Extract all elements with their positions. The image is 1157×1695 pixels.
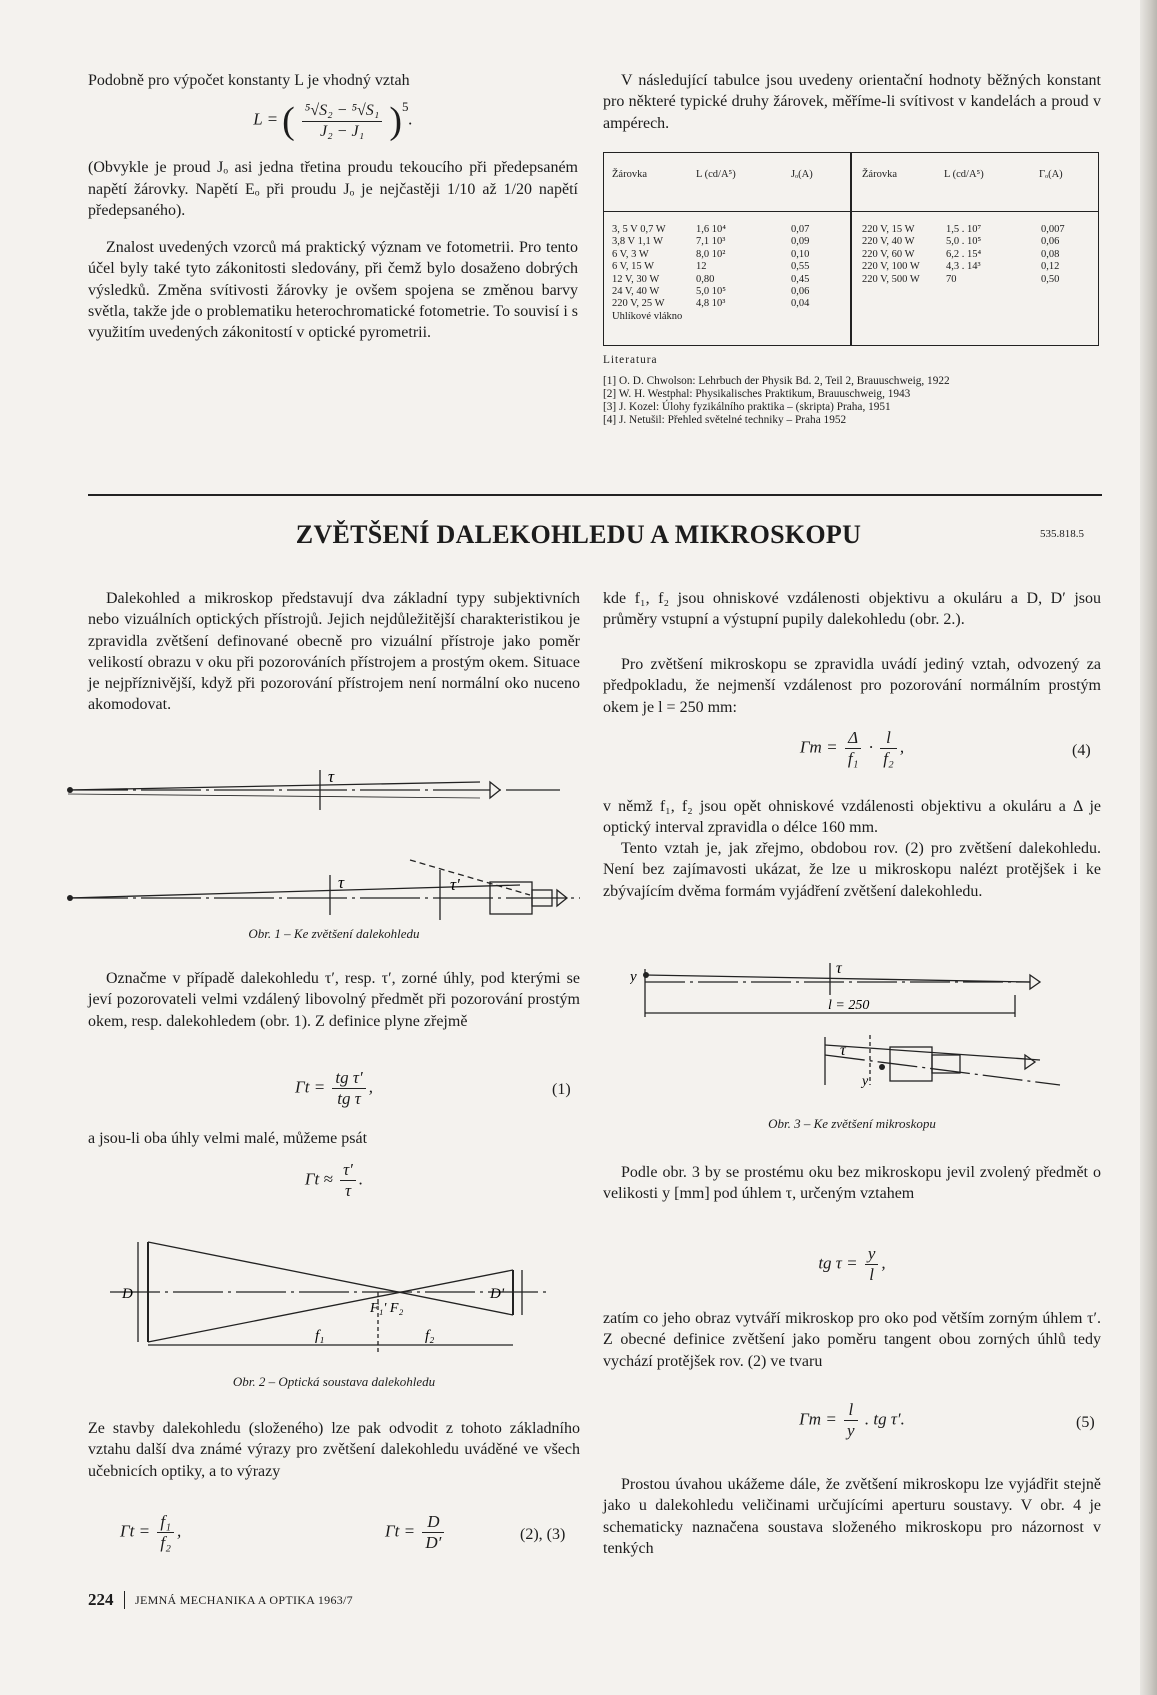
table-row — [612, 298, 844, 310]
table-cell: 0,06 — [1041, 236, 1060, 248]
table-cell: 0,04 — [791, 298, 810, 310]
table-cell: 220 V, 15 W — [862, 224, 915, 235]
page-edge — [1140, 0, 1157, 1695]
eq-approx-den: τ — [344, 1181, 352, 1200]
table-cell: 3, 5 V 0,7 W — [612, 224, 666, 235]
eq5-den: y — [847, 1421, 855, 1440]
eq1-den: tg τ — [337, 1089, 361, 1108]
equation-4: Γm = $\frac{\Delta}{\text{f₁}}$ · $\frac{l}{\text{f₂}}$ , — [799, 728, 905, 768]
th-J0: Jₒ(A) — [791, 169, 813, 180]
right-paragraph-4: Tento vztah je, jak zřejmo, obdobou rov. (2) pro zvětšení dalekohledu. Není bez zajímavosti ukázat, že lze u mikroskopu nalézt protějšek i ke zbývajícím dvěma formám vyjádření zvětšení dalekohledu. — [603, 840, 1101, 900]
eq3-lhs: Γt = — [385, 1521, 416, 1541]
eq5-number: (5) — [1076, 1414, 1095, 1431]
footer-divider — [124, 1591, 126, 1609]
fig1-tau-label-2: τ — [338, 873, 345, 892]
eq4-den2: f₂ — [883, 749, 894, 768]
table-row — [612, 261, 844, 273]
table-cell: 5,0 10⁵ — [696, 286, 726, 298]
fig2-Dprime-label: D' — [490, 1286, 505, 1302]
table-divider — [850, 153, 852, 345]
table-row — [612, 274, 844, 286]
page-number: 224 — [88, 1590, 114, 1609]
eq-approx-num: τ′ — [340, 1160, 356, 1181]
eq1-lhs: Γt = — [295, 1077, 326, 1097]
table-row — [612, 286, 844, 298]
eq-approx-lhs: Γt ≈ — [304, 1169, 333, 1189]
equation-5 — [603, 1400, 1101, 1441]
figure-2 — [110, 1230, 550, 1360]
table-cell: 0,12 — [1041, 261, 1060, 273]
figure-1 — [60, 760, 580, 930]
table-cell — [791, 311, 841, 323]
fig3-tau2-label: τ — [840, 1042, 846, 1059]
table-cell: 0,007 — [1041, 224, 1065, 235]
eq4-lhs: Γm = — [799, 737, 838, 757]
th-gamma0: Γₒ(A) — [1039, 169, 1063, 180]
figure-3-caption: Obr. 3 – Ke zvětšení mikroskopu — [768, 1116, 936, 1131]
literature-item: [1] O. D. Chwolson: Lehrbuch der Physik Bd. 2, Teil 2, Brauuschweig, 1922 — [603, 375, 950, 387]
th-lamp-left: Žárovka — [612, 169, 647, 180]
eq2-den: f₂ — [160, 1533, 172, 1552]
eq2-num: f₁ — [157, 1512, 174, 1533]
fig3-y-label: y — [630, 969, 637, 985]
table-cell — [696, 311, 791, 323]
eq23-number: (2), (3) — [520, 1526, 566, 1543]
fig2-f1-label: f₁ — [315, 1328, 325, 1344]
table-intro: V následující tabulce jsou uvedeny orientační hodnoty běžných konstant pro některé typické druhy žárovek, měříme-li svítivost v kandelách a proud v ampérech. — [603, 72, 1101, 132]
table-row — [862, 236, 1094, 248]
table-cell: 220 V, 500 W — [862, 273, 920, 285]
fig3-l-label: l = 250 — [828, 998, 870, 1013]
table-cell: 0,45 — [791, 273, 810, 285]
table-cell: 0,07 — [791, 224, 810, 235]
fig1-tau-label: τ — [328, 767, 335, 786]
literature — [603, 354, 1103, 427]
table-cell: 3,8 V 1,1 W — [612, 236, 664, 248]
right-paragraph-6: zatím co jeho obraz vytváří mikroskop pro oko pod větším zorným úhlem τ′. Z obecné definice zvětšení jako poměru tangent obou zorných úhlů tedy vychází protějšek rov. (2) ve tvaru — [603, 1310, 1101, 1370]
fig2-f2-label: f₂ — [425, 1328, 435, 1344]
eq1-num: tg τ′ — [332, 1068, 365, 1089]
right-paragraph-7: Prostou úvahou ukážeme dále, že zvětšení mikroskopu lze vyjádřit stejně jako u dalekohledu veličinami určujícími aperturu soustavy. V obr. 4 je schematicky naznačena soustava složeného mikroskopu pro názornost v tenkých — [603, 1476, 1101, 1557]
figure-1-caption: Obr. 1 – Ke zvětšení dalekohledu — [248, 926, 420, 941]
literature-item: [3] J. Kozel: Úlohy fyzikálního praktika – (skripta) Praha, 1951 — [603, 401, 891, 413]
table-cell: 0,09 — [791, 236, 810, 248]
table-header-rule — [604, 211, 1098, 212]
th-lamp-right: Žárovka — [862, 169, 897, 180]
paragraph-photometry: Znalost uvedených vzorců má praktický význam ve fotometrii. Pro tento účel byly také tyto zákonitosti sledovány, při čemž bylo dosaženo dobrých výsledků. Změna svítivosti žárovky je ovšem spojena se změnou barvy světla, takže jde o problematiku heterochromatické fotometrie. To souvisí i s využitím uvedených zákonitostí v optické pyrometrii. — [88, 239, 578, 342]
left-paragraph-2: Označme v případě dalekohledu τ′, resp. τ′, zorné úhly, pod kterými se jeví pozorovateli velmi vzdálený libovolný předmět při pozorování prostým okem, resp. dalekohledem (obr. 1). Z definice plyne zřejmě — [88, 970, 580, 1030]
right-paragraph-2: Pro zvětšení mikroskopu se zpravidla uvádí jediný vztah, odvozený za předpokladu, že nejmenší vzdálenost pro pozorování normálním prostým okem je l = 250 mm: — [603, 656, 1101, 716]
table-cell: 8,0 10² — [696, 248, 726, 260]
table-cell: 7,1 10³ — [696, 236, 726, 248]
table-cell: 24 V, 40 W — [612, 286, 660, 298]
table-left-rows — [612, 224, 844, 323]
equation-tg: tg τ = $\frac{y}{l}$ , — [818, 1244, 886, 1284]
figure-2-caption: Obr. 2 – Optická soustava dalekohledu — [232, 1374, 436, 1389]
eq-tg-den: l — [869, 1265, 874, 1284]
table-cell: 6 V, 15 W — [612, 261, 655, 273]
figure-3 — [630, 955, 1070, 1105]
article-title: ZVĚTŠENÍ DALEKOHLEDU A MIKROSKOPU — [295, 520, 862, 549]
journal-name: JEMNÁ MECHANIKA A OPTIKA 1963/7 — [135, 1592, 353, 1607]
table-row — [862, 261, 1094, 273]
table-cell: 12 — [696, 261, 707, 273]
eq5-lhs: Γm = — [799, 1409, 837, 1429]
fig3-tau-label: τ — [836, 960, 842, 977]
table-cell: 5,0 . 10⁵ — [946, 236, 982, 248]
table-cell: 220 V, 100 W — [862, 261, 920, 273]
table-cell: 6 V, 3 W — [612, 248, 649, 260]
section-rule — [88, 494, 1102, 496]
table-cell: 0,08 — [1041, 248, 1060, 260]
table-cell: 4,8 10³ — [696, 298, 726, 310]
table-cell: 0,55 — [791, 261, 810, 273]
eq4-den1: f₁ — [847, 749, 859, 768]
eq5-rhs: . tg τ′. — [864, 1409, 905, 1429]
table-cell: 1,5 . 10⁷ — [946, 224, 982, 235]
table-cell: 0,50 — [1041, 273, 1060, 285]
th-L-right: L (cd/A⁵) — [944, 169, 984, 180]
table-row — [612, 249, 844, 261]
table-cell: 6,2 . 15⁴ — [946, 248, 982, 260]
table-cell: 0,80 — [696, 273, 715, 285]
table-cell: 70 — [946, 273, 957, 285]
equation-2-3: Γt = $\frac{\text{f₁}}{\text{f₂}}$ , — [120, 1512, 182, 1552]
fig1-tau-prime-label: τ' — [450, 875, 460, 894]
table-row — [862, 274, 1094, 286]
eq3-num: D — [422, 1512, 444, 1533]
top-right-column — [603, 70, 1101, 134]
th-L-left: L (cd/A⁵) — [696, 169, 736, 180]
fig2-focus-label: F₁' F₂ — [370, 1301, 404, 1316]
table-cell: 4,3 . 14³ — [946, 261, 981, 273]
footer — [88, 1590, 353, 1610]
eq4-num1: Δ — [845, 728, 862, 749]
eq-tg-num: y — [865, 1244, 879, 1265]
table-cell: 12 V, 30 W — [612, 273, 660, 285]
table-row — [862, 224, 1094, 236]
top-left-column — [88, 70, 578, 344]
table-cell: 220 V, 25 W — [612, 298, 665, 310]
udc-code: 535.818.5 — [1040, 528, 1084, 540]
right-paragraph-3: v němž f₁, f₂ jsou opět ohniskové vzdálenosti objektivu a okuláru a Δ je optický interval zpravidla o délce 160 mm. — [603, 798, 1101, 837]
fig2-D-label: D — [122, 1286, 133, 1302]
table-cell: Uhlíkové vlákno — [612, 310, 683, 322]
right-paragraph-5: Podle obr. 3 by se prostému oku bez mikroskopu jevil zvolený předmět o velikosti y [mm] pod úhlem τ, určeným vztahem — [603, 1164, 1101, 1203]
table-cell: 0,10 — [791, 248, 810, 260]
eq1-number: (1) — [552, 1081, 571, 1098]
equation-approx: Γt ≈ $\frac{\tau'}{\tau}$ . — [304, 1160, 364, 1200]
literature-item: [4] J. Netušil: Přehled světelné techniky – Praha 1952 — [603, 414, 847, 426]
table-row — [612, 311, 844, 323]
literature-heading: Literatura — [603, 354, 658, 366]
table-cell: 220 V, 40 W — [862, 236, 915, 248]
eq4-num2: l — [880, 728, 897, 749]
fig3-y2-label: y — [862, 1074, 869, 1089]
table-cell: 0,06 — [791, 286, 810, 298]
paragraph-current: (Obvykle je proud Jₒ asi jedna třetina proudu tekoucího při předepsaném napětí žárovky. Napětí Eₒ při proudu Jₒ je nejčastěji 1/10 až 1/20 napětí předepsaného). — [88, 159, 578, 219]
eq-tg-lhs: tg τ = — [818, 1253, 858, 1273]
left-paragraph-3: a jsou-li oba úhly velmi malé, můžeme psát — [88, 1130, 368, 1147]
intro-text: Podobně pro výpočet konstanty L je vhodný vztah — [88, 72, 410, 89]
right-paragraph-1: kde f₁, f₂ jsou ohniskové vzdálenosti objektivu a okuláru a D, D′ jsou průměry vstupní a výstupní pupily dalekohledu (obr. 2.). — [603, 590, 1101, 629]
table-cell: 220 V, 60 W — [862, 248, 915, 260]
eq5-num: l — [844, 1400, 858, 1421]
formula-L: L = ( $\frac{\text{⁵√S₂ − ⁵√S₁}}{\text{J₂ − J₁}}$ )$^5$. — [253, 99, 413, 143]
literature-item: [2] W. H. Westphal: Physikalisches Praktikum, Brauuschweig, 1943 — [603, 388, 911, 400]
table-row — [612, 224, 844, 236]
eq4-number: (4) — [1072, 742, 1091, 759]
lamp-constants-table — [603, 152, 1099, 346]
table-row — [612, 236, 844, 248]
table-cell: 1,6 10⁴ — [696, 224, 726, 235]
table-row — [862, 249, 1094, 261]
equation-1: Γt = $\frac{\text{tg τ′}}{\text{tg τ}}$ , — [295, 1068, 373, 1108]
eq3-den: D′ — [425, 1533, 442, 1552]
eq2-lhs: Γt = — [120, 1521, 151, 1541]
table-right-rows — [862, 224, 1094, 286]
left-paragraph-4: Ze stavby dalekohledu (složeného) lze pak odvodit z tohoto základního vztahu další dva známé výrazy pro zvětšení dalekohledu uváděné ve všech učebnicích optiky, a to výrazy — [88, 1420, 580, 1480]
left-paragraph-1: Dalekohled a mikroskop představují dva základní typy subjektivních nebo vizuálních optických přístrojů. Jejich nejdůležitější charakteristikou je zpravidla zvětšení definované obecně pro vizuální přístroje jako poměr velikostí obrazu v oku při pozorováních přístrojem a prostým okem. Situace je nejpříznivější, když při pozorování přístrojem není normální oko nuceno akomodovat. — [88, 590, 580, 714]
equation-3 — [385, 1512, 447, 1553]
